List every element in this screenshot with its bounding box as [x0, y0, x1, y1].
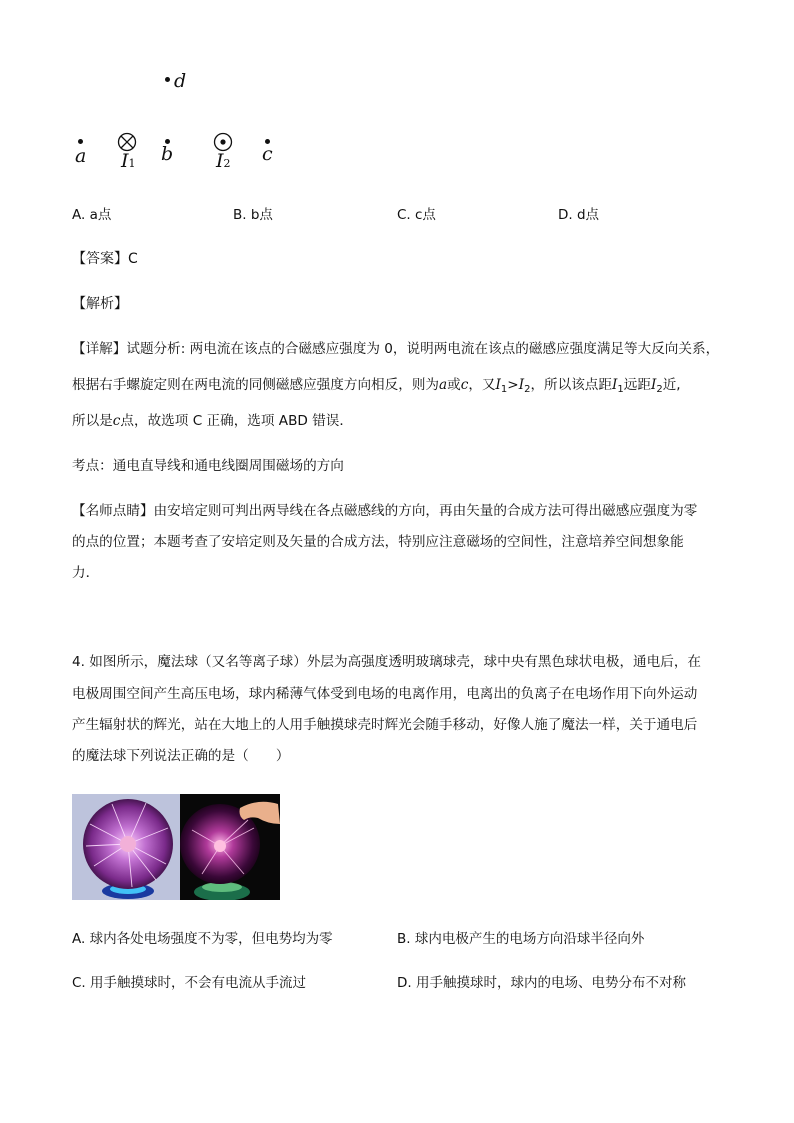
q3-option-d: D. d点 — [558, 207, 600, 223]
q3-mingshi-line-2: 的点的位置；本题考查了安培定则及矢量的合成方法，特别应注意磁场的空间性，注意培养空间想象能 — [72, 534, 684, 550]
q4-stem-line-4: 的魔法球下列说法正确的是（ ） — [72, 748, 290, 764]
q4-option-b: B. 球内电极产生的电场方向沿球半径向外 — [397, 931, 645, 947]
plasma-ball-illustration — [72, 794, 280, 900]
q4-stem-line-2: 电极周围空间产生高压电场，球内稀薄气体受到电场的电离作用，电离出的负离子在电场作用下向外运动 — [72, 686, 698, 702]
q4-option-c: C. 用手触摸球时，不会有电流从手流过 — [72, 975, 307, 991]
label-I1: I1 — [121, 150, 136, 172]
label-a: a — [75, 145, 87, 167]
q3-detail-line-3: 所以是c点，故选项 C 正确，选项 ABD 错误． — [72, 413, 353, 429]
q4-stem-line-3: 产生辐射状的辉光，站在大地上的人用手触摸球壳时辉光会随手移动，好像人施了魔法一样，关于通电后 — [72, 717, 698, 733]
label-b: b — [161, 143, 174, 165]
q3-option-a: A. a点 — [72, 207, 112, 223]
q4-option-a: A. 球内各处电场强度不为零，但电势均为零 — [72, 931, 333, 947]
q4-stem-line-1: 4. 如图所示，魔法球（又名等离子球）外层为高强度透明玻璃球壳，球中央有黑色球状电极，通电后，在 — [72, 654, 702, 670]
q3-mingshi-line-3: 力． — [72, 565, 100, 581]
label-c: c — [262, 143, 273, 165]
q3-detail-line-2: 根据右手螺旋定则在两电流的同侧磁感应强度方向相反，则为a或c，又$I_1>I_2$，所以该点距$I_1$远距$I_2$近, — [72, 377, 681, 395]
q3-answer: 【答案】C — [72, 251, 138, 267]
label-d: d — [174, 70, 187, 92]
q3-kaodian: 考点：通电直导线和通电线圈周围磁场的方向 — [72, 458, 344, 474]
label-I2: I2 — [216, 150, 231, 172]
plasma-ball-photo — [72, 794, 280, 900]
point-a-dot — [78, 139, 83, 144]
point-d-dot — [165, 77, 170, 82]
q3-option-b: B. b点 — [233, 207, 273, 223]
q4-option-d: D. 用手触摸球时，球内的电场、电势分布不对称 — [397, 975, 686, 991]
q3-analysis-title: 【解析】 — [72, 296, 128, 312]
q3-option-c: C. c点 — [397, 207, 436, 223]
q3-detail-line-1: 【详解】试题分析: 两电流在该点的合磁感应强度为 0，说明两电流在该点的磁感应强度满足等大反向关系， — [72, 341, 720, 357]
q3-mingshi-line-1: 【名师点睛】由安培定则可判出两导线在各点磁感线的方向，再由矢量的合成方法可得出磁感应强度为零 — [72, 503, 698, 519]
